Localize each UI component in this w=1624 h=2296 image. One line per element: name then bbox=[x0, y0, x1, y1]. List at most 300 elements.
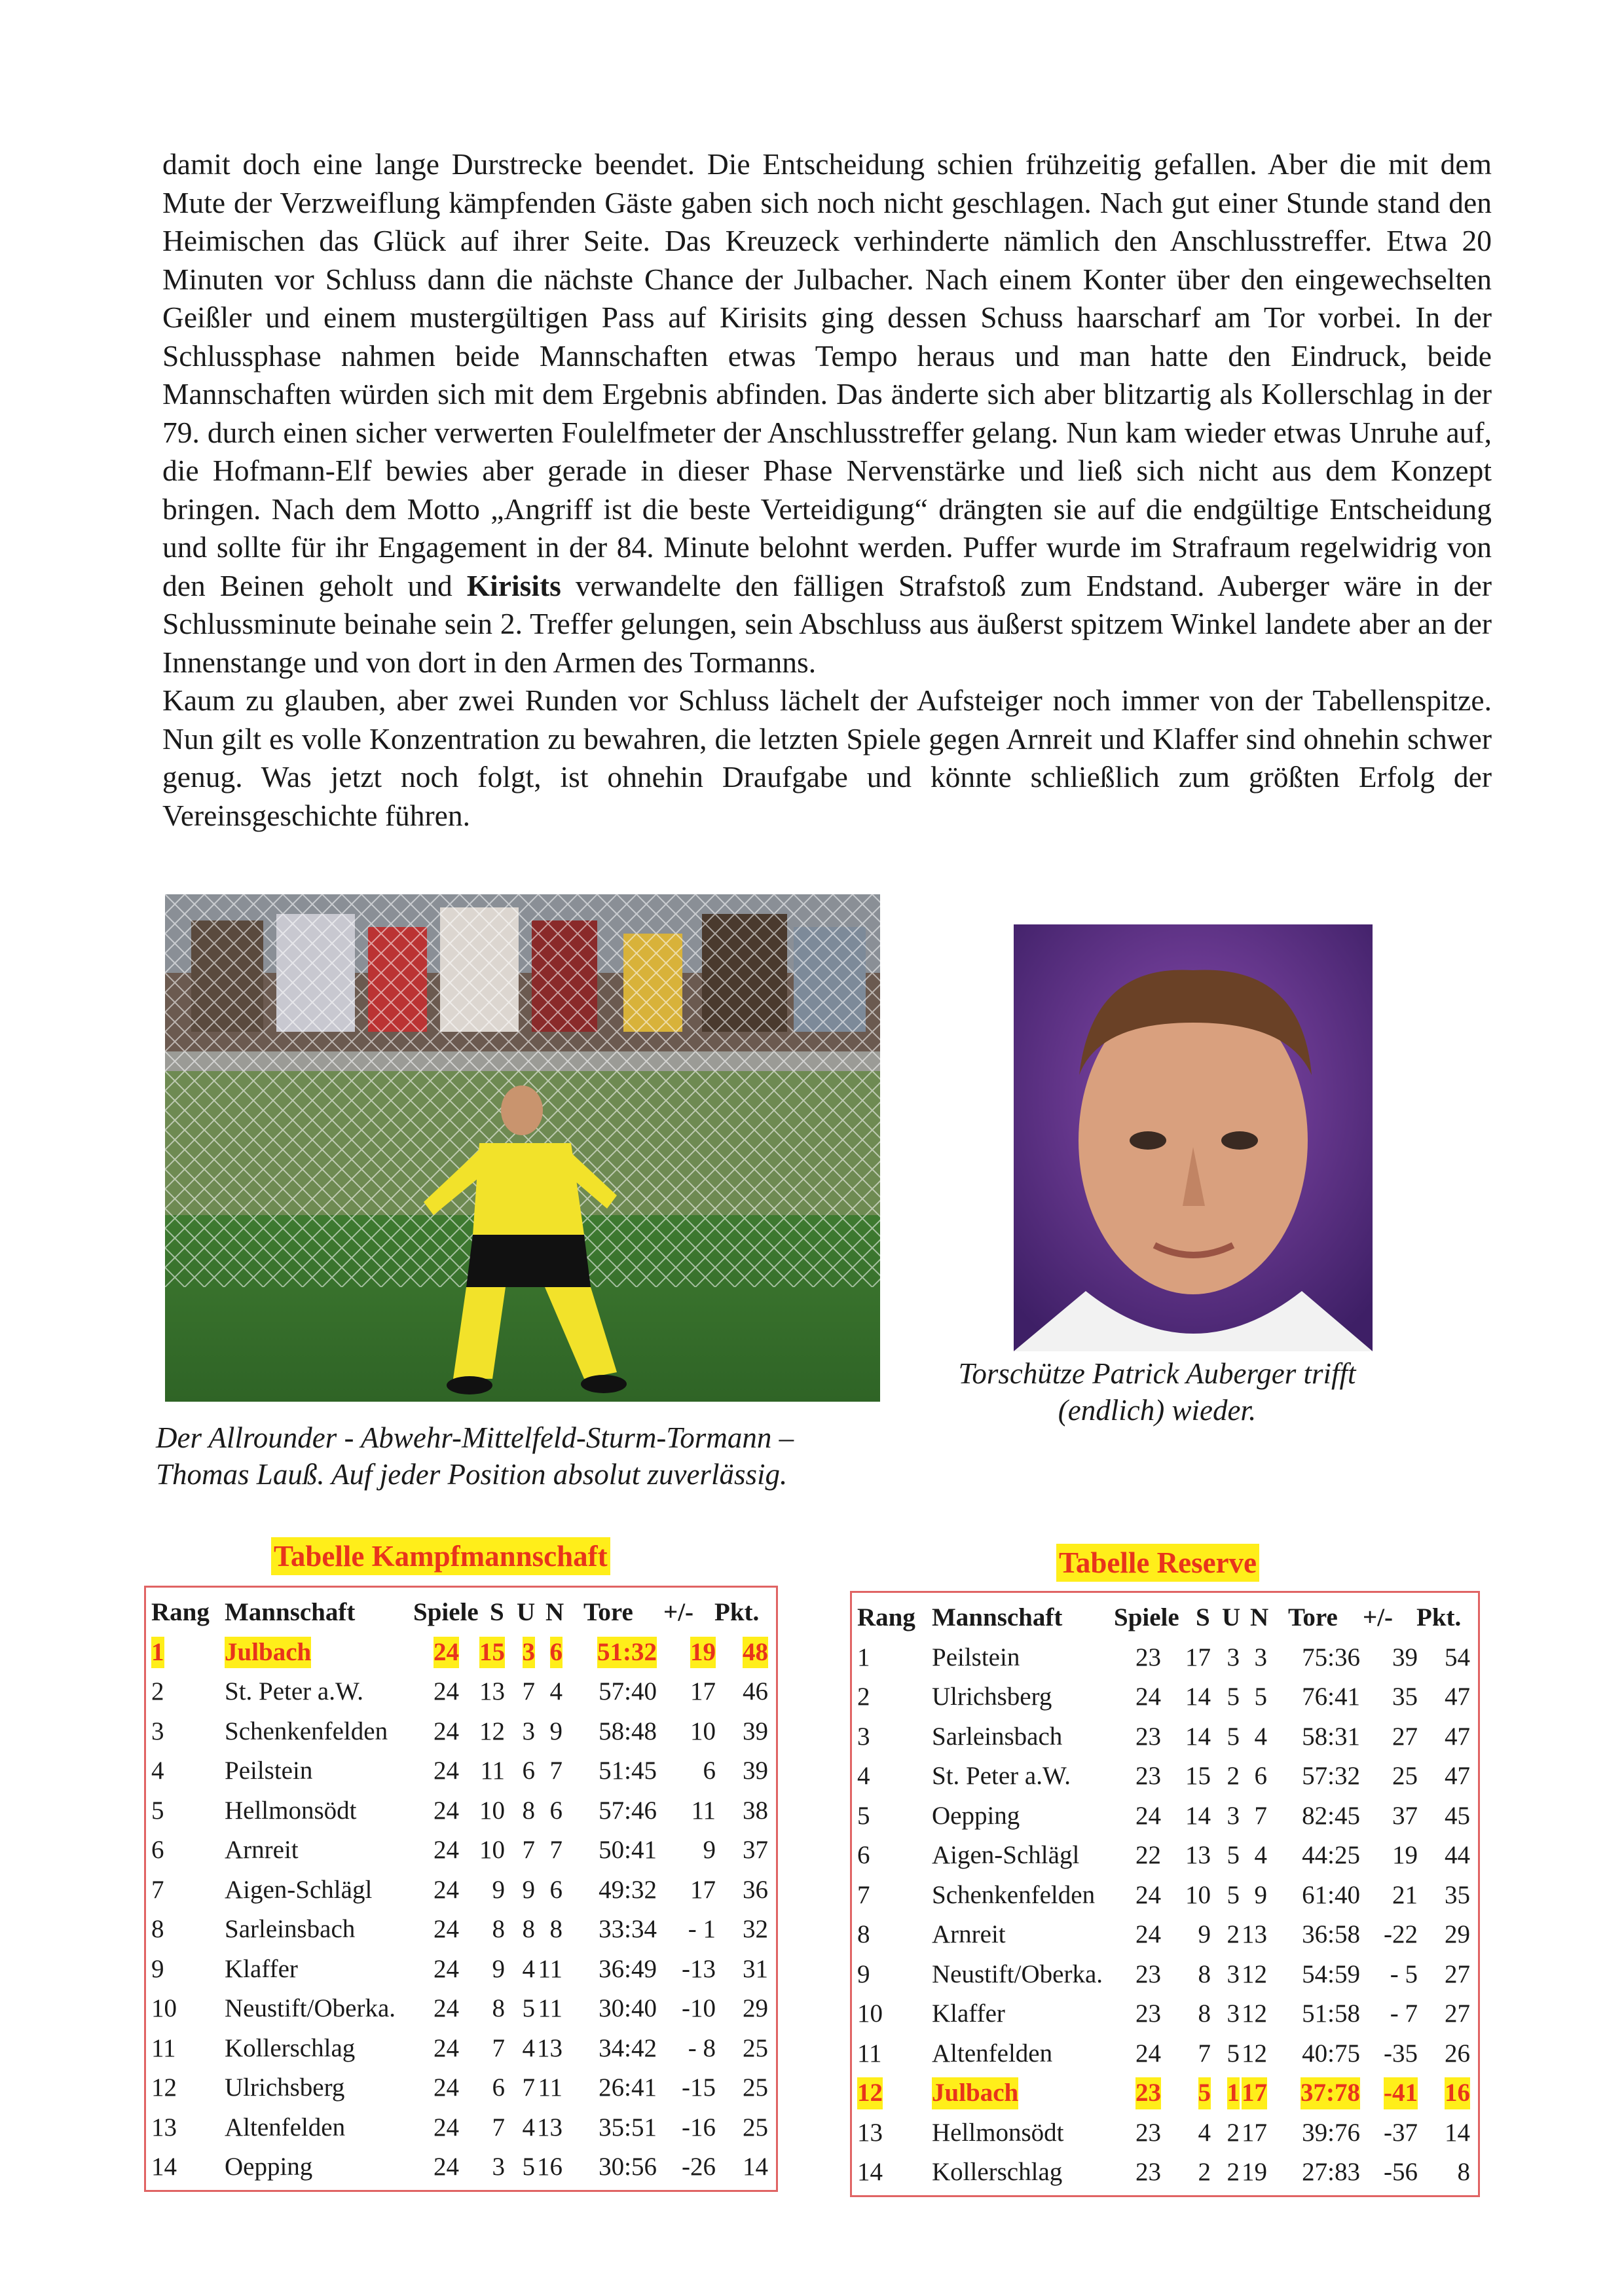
article-player-name: Kirisits bbox=[466, 568, 561, 602]
cell-s: 10 bbox=[479, 1796, 505, 1825]
cell-u: 6 bbox=[522, 1757, 535, 1785]
cell-mannschaft: Hellmonsödt bbox=[932, 2118, 1064, 2147]
cell-rang: 8 bbox=[857, 1920, 870, 1948]
cell-tore: 57:32 bbox=[1302, 1762, 1360, 1790]
cell-n: 6 bbox=[549, 1796, 563, 1825]
cell-spiele: 24 bbox=[1135, 1880, 1161, 1909]
cell-mannschaft: Neustift/Oberka. bbox=[932, 1959, 1103, 1988]
cell-mannschaft: Klaffer bbox=[225, 1954, 298, 1983]
cell-s: 7 bbox=[492, 2033, 505, 2062]
cell-tore: 33:34 bbox=[599, 1915, 657, 1943]
cell-pkt: 25 bbox=[743, 2073, 768, 2102]
cell-n: 11 bbox=[538, 1994, 563, 2022]
goalkeeper-caption-line2: Thomas Lauß. Auf jeder Position absolut zuverlässig. bbox=[156, 1458, 788, 1491]
cell-mannschaft: Julbach bbox=[225, 1633, 311, 1673]
cell-mannschaft: Arnreit bbox=[225, 1836, 299, 1864]
cell-spiele: 24 bbox=[434, 1954, 459, 1983]
cell-pkt: 44 bbox=[1445, 1841, 1470, 1869]
cell-spiele: 24 bbox=[434, 1717, 459, 1745]
table-row bbox=[146, 2147, 776, 2187]
cell-pkt: 37 bbox=[743, 1836, 768, 1864]
cell-s: 14 bbox=[1185, 1683, 1211, 1711]
article-text-1a: damit doch eine lange Durstrecke beendet. Die Entscheidung schien frühzeitig gefallen. Aber die mit dem Mute der Verzweiflung kämpfenden Gäste gaben sich noch nicht geschlagen. Nach gut einer Stunde stand den Heimischen das Glück auf ihrer Seite. Das Kreuzeck verhinderte nämlich den Anschlusstreffer. Etwa 20 Minuten vor Schluss dann die nächste Chance der Julbacher. Nach einem Konter über den eingewechselten Geißler und einem mustergültigen Pass auf Kirisits ging dessen Schuss haarscharf am Tor vorbei. In der Schlussphase nahmen beide Mannschaften etwas Tempo heraus und man hatte den Eindruck, beide Mannschaften würden sich mit dem Ergebnis abfinden. Das änderte sich aber blitzartig als Kollerschlag in der 79. durch einen sicher verwerten Foulelfmeter der Anschlusstreffer gelang. Nun kam wieder etwas Unruhe auf, die Hofmann-Elf bewies aber gerade in dieser Phase Nervenstärke und ließ sich nicht aus dem Konzept bringen. Nach dem Motto „Angriff ist die beste Verteidigung“ drängten sie auf die endgültige Entscheidung und sollte für ihr Engagement in der 84. Minute belohnt werden. Puffer wurde im Strafraum regelwidrig von den Beinen geholt und bbox=[162, 147, 1492, 602]
cell-spiele: 24 bbox=[1135, 1801, 1161, 1830]
cell-rang: 5 bbox=[857, 1801, 870, 1830]
header-s: S bbox=[490, 1598, 504, 1626]
cell-rang: 10 bbox=[857, 1999, 883, 2028]
cell-tore: 44:25 bbox=[1302, 1841, 1360, 1869]
cell-diff: - 8 bbox=[688, 2033, 716, 2062]
header-u: U bbox=[517, 1598, 536, 1626]
table-row bbox=[852, 1955, 1478, 1995]
cell-pkt: 39 bbox=[743, 1757, 768, 1785]
cell-mannschaft: Ulrichsberg bbox=[932, 1683, 1052, 1711]
cell-s: 3 bbox=[492, 2153, 505, 2181]
cell-u: 3 bbox=[1227, 1643, 1240, 1671]
cell-diff: 10 bbox=[690, 1717, 716, 1745]
cell-u: 3 bbox=[1227, 1999, 1240, 2028]
cell-tore: 51:58 bbox=[1302, 1999, 1360, 2028]
cell-pkt: 8 bbox=[1457, 2158, 1470, 2186]
table-row bbox=[852, 1994, 1478, 2034]
cell-rang: 11 bbox=[151, 2033, 176, 2062]
goalkeeper-caption bbox=[156, 1419, 915, 1493]
cell-s: 10 bbox=[479, 1836, 505, 1864]
cell-diff: 25 bbox=[1392, 1762, 1418, 1790]
cell-mannschaft: Oepping bbox=[225, 2153, 313, 2181]
cell-rang: 8 bbox=[151, 1915, 164, 1943]
cell-tore: 50:41 bbox=[599, 1836, 657, 1864]
cell-u: 3 bbox=[523, 1633, 536, 1673]
cell-u: 5 bbox=[1227, 1722, 1240, 1751]
cell-spiele: 24 bbox=[434, 1757, 459, 1785]
header-s: S bbox=[1196, 1603, 1210, 1631]
cell-u: 2 bbox=[1227, 2158, 1240, 2186]
header-n: N bbox=[1250, 1603, 1269, 1631]
cell-spiele: 23 bbox=[1135, 1959, 1161, 1988]
cell-s: 9 bbox=[492, 1875, 505, 1904]
cell-mannschaft: Kollerschlag bbox=[225, 2033, 356, 2062]
cell-s: 15 bbox=[479, 1633, 505, 1673]
cell-s: 5 bbox=[1198, 2073, 1211, 2113]
cell-u: 4 bbox=[522, 2113, 535, 2141]
cell-diff: -26 bbox=[682, 2153, 716, 2181]
cell-n: 13 bbox=[537, 2113, 563, 2141]
cell-diff: -37 bbox=[1384, 2118, 1418, 2147]
cell-mannschaft: Kollerschlag bbox=[932, 2158, 1063, 2186]
cell-diff: 17 bbox=[690, 1875, 716, 1904]
cell-rang: 14 bbox=[151, 2153, 177, 2181]
cell-mannschaft: Klaffer bbox=[932, 1999, 1005, 2028]
cell-pkt: 26 bbox=[1445, 2039, 1470, 2068]
cell-u: 8 bbox=[522, 1915, 535, 1943]
header-spiele: Spiele bbox=[1114, 1603, 1179, 1631]
cell-diff: -10 bbox=[682, 1994, 716, 2022]
table-row bbox=[852, 1638, 1478, 1678]
header-pkt: Pkt. bbox=[1416, 1603, 1462, 1631]
cell-mannschaft: St. Peter a.W. bbox=[932, 1762, 1071, 1790]
cell-n: 5 bbox=[1254, 1683, 1267, 1711]
cell-spiele: 23 bbox=[1135, 1999, 1161, 2028]
cell-n: 9 bbox=[549, 1717, 563, 1745]
cell-n: 12 bbox=[1242, 1959, 1267, 1988]
cell-n: 4 bbox=[1254, 1841, 1267, 1869]
cell-rang: 12 bbox=[857, 2073, 883, 2113]
table-row bbox=[146, 1672, 776, 1712]
cell-spiele: 24 bbox=[1135, 1683, 1161, 1711]
cell-n: 13 bbox=[1242, 1920, 1267, 1948]
cell-rang: 11 bbox=[857, 2039, 882, 2068]
cell-spiele: 23 bbox=[1135, 2118, 1161, 2147]
cell-pkt: 27 bbox=[1445, 1999, 1470, 2028]
cell-tore: 82:45 bbox=[1302, 1801, 1360, 1830]
table-row bbox=[852, 2073, 1478, 2113]
cell-n: 6 bbox=[550, 1633, 563, 1673]
kampf-table-title: Tabelle Kampfmannschaft bbox=[271, 1537, 610, 1575]
article-paragraph-1 bbox=[162, 145, 1492, 682]
cell-s: 9 bbox=[1198, 1920, 1211, 1948]
goalkeeper-caption-line1: Der Allrounder - Abwehr-Mittelfeld-Sturm-Tormann – bbox=[156, 1421, 794, 1454]
table-row bbox=[852, 1915, 1478, 1955]
cell-mannschaft: Peilstein bbox=[932, 1643, 1020, 1671]
table-row bbox=[146, 1910, 776, 1950]
cell-spiele: 23 bbox=[1135, 1762, 1161, 1790]
cell-s: 8 bbox=[1198, 1999, 1211, 2028]
cell-rang: 13 bbox=[857, 2118, 883, 2147]
cell-rang: 2 bbox=[857, 1683, 870, 1711]
table-row bbox=[146, 1791, 776, 1831]
table-row bbox=[852, 2034, 1478, 2074]
cell-n: 12 bbox=[1242, 2039, 1267, 2068]
cell-u: 7 bbox=[522, 2073, 535, 2102]
cell-s: 13 bbox=[479, 1677, 505, 1705]
cell-tore: 51:32 bbox=[597, 1633, 657, 1673]
cell-spiele: 24 bbox=[434, 1836, 459, 1864]
cell-tore: 61:40 bbox=[1302, 1880, 1360, 1909]
cell-diff: -41 bbox=[1384, 2073, 1418, 2113]
cell-diff: 19 bbox=[690, 1633, 716, 1673]
cell-pkt: 54 bbox=[1445, 1643, 1470, 1671]
cell-rang: 3 bbox=[857, 1722, 870, 1751]
cell-n: 3 bbox=[1254, 1643, 1267, 1671]
cell-tore: 30:40 bbox=[599, 1994, 657, 2022]
cell-u: 2 bbox=[1227, 2118, 1240, 2147]
cell-rang: 6 bbox=[151, 1836, 164, 1864]
cell-mannschaft: Oepping bbox=[932, 1801, 1020, 1830]
cell-pkt: 25 bbox=[743, 2033, 768, 2062]
cell-tore: 27:83 bbox=[1302, 2158, 1360, 2186]
cell-diff: -13 bbox=[682, 1954, 716, 1983]
cell-u: 9 bbox=[522, 1875, 535, 1904]
cell-pkt: 47 bbox=[1445, 1722, 1470, 1751]
table-row bbox=[146, 1831, 776, 1870]
table-row bbox=[852, 1757, 1478, 1796]
portrait-photo bbox=[1014, 924, 1373, 1351]
cell-rang: 1 bbox=[857, 1643, 870, 1671]
cell-u: 3 bbox=[1227, 1801, 1240, 1830]
table-row bbox=[146, 1989, 776, 2029]
cell-diff: -56 bbox=[1384, 2158, 1418, 2186]
cell-n: 7 bbox=[549, 1836, 563, 1864]
cell-pkt: 39 bbox=[743, 1717, 768, 1745]
cell-rang: 5 bbox=[151, 1796, 164, 1825]
cell-tore: 49:32 bbox=[599, 1875, 657, 1904]
cell-u: 1 bbox=[1227, 2073, 1240, 2113]
cell-spiele: 24 bbox=[434, 2073, 459, 2102]
cell-tore: 30:56 bbox=[599, 2153, 657, 2181]
cell-diff: 9 bbox=[703, 1836, 716, 1864]
cell-tore: 26:41 bbox=[599, 2073, 657, 2102]
cell-tore: 37:78 bbox=[1301, 2073, 1360, 2113]
table-row bbox=[146, 1712, 776, 1752]
header-mannschaft: Mannschaft bbox=[225, 1598, 356, 1626]
cell-spiele: 24 bbox=[434, 1875, 459, 1904]
cell-u: 4 bbox=[522, 1954, 535, 1983]
cell-u: 5 bbox=[522, 2153, 535, 2181]
cell-rang: 10 bbox=[151, 1994, 177, 2022]
cell-diff: -35 bbox=[1384, 2039, 1418, 2068]
cell-spiele: 24 bbox=[434, 1994, 459, 2022]
cell-spiele: 22 bbox=[1135, 1841, 1161, 1869]
cell-n: 19 bbox=[1242, 2158, 1267, 2186]
table-row bbox=[852, 1876, 1478, 1916]
cell-pkt: 31 bbox=[743, 1954, 768, 1983]
reserve-table-header bbox=[852, 1598, 1478, 1638]
cell-tore: 36:49 bbox=[599, 1954, 657, 1983]
cell-diff: - 7 bbox=[1390, 1999, 1418, 2028]
cell-u: 5 bbox=[522, 1994, 535, 2022]
cell-spiele: 24 bbox=[434, 2113, 459, 2141]
cell-s: 6 bbox=[492, 2073, 505, 2102]
cell-pkt: 47 bbox=[1445, 1683, 1470, 1711]
cell-mannschaft: Schenkenfelden bbox=[225, 1717, 388, 1745]
cell-n: 4 bbox=[549, 1677, 563, 1705]
cell-mannschaft: Sarleinsbach bbox=[932, 1722, 1063, 1751]
header-mannschaft: Mannschaft bbox=[932, 1603, 1063, 1631]
cell-pkt: 14 bbox=[1445, 2118, 1470, 2147]
cell-mannschaft: Altenfelden bbox=[932, 2039, 1053, 2068]
cell-tore: 51:45 bbox=[599, 1757, 657, 1785]
cell-mannschaft: Sarleinsbach bbox=[225, 1915, 356, 1943]
cell-pkt: 36 bbox=[743, 1875, 768, 1904]
cell-s: 7 bbox=[1198, 2039, 1211, 2068]
portrait-caption-line1: Torschütze Patrick Auberger trifft bbox=[958, 1357, 1356, 1390]
cell-spiele: 24 bbox=[434, 2033, 459, 2062]
cell-rang: 2 bbox=[151, 1677, 164, 1705]
goalkeeper-photo bbox=[165, 894, 880, 1402]
cell-mannschaft: Peilstein bbox=[225, 1757, 313, 1785]
cell-rang: 6 bbox=[857, 1841, 870, 1869]
cell-rang: 7 bbox=[151, 1875, 164, 1904]
header-n: N bbox=[545, 1598, 564, 1626]
cell-s: 8 bbox=[1198, 1959, 1211, 1988]
goalkeeper-image bbox=[165, 894, 880, 1402]
cell-n: 11 bbox=[538, 1954, 563, 1983]
cell-rang: 9 bbox=[151, 1954, 164, 1983]
cell-u: 4 bbox=[522, 2033, 535, 2062]
reserve-standings-table bbox=[850, 1591, 1480, 2197]
cell-mannschaft: Aigen-Schlägl bbox=[225, 1875, 373, 1904]
header-tore: Tore bbox=[1288, 1603, 1338, 1631]
cell-s: 17 bbox=[1185, 1643, 1211, 1671]
table-row bbox=[852, 2113, 1478, 2153]
cell-spiele: 24 bbox=[434, 1796, 459, 1825]
cell-pkt: 46 bbox=[743, 1677, 768, 1705]
cell-pkt: 48 bbox=[743, 1633, 768, 1673]
cell-pkt: 14 bbox=[743, 2153, 768, 2181]
cell-mannschaft: Schenkenfelden bbox=[932, 1880, 1096, 1909]
cell-u: 5 bbox=[1227, 1880, 1240, 1909]
cell-tore: 34:42 bbox=[599, 2033, 657, 2062]
cell-pkt: 29 bbox=[1445, 1920, 1470, 1948]
cell-mannschaft: Hellmonsödt bbox=[225, 1796, 357, 1825]
cell-mannschaft: Ulrichsberg bbox=[225, 2073, 345, 2102]
cell-u: 5 bbox=[1227, 1841, 1240, 1869]
cell-diff: 6 bbox=[703, 1757, 716, 1785]
cell-tore: 36:58 bbox=[1302, 1920, 1360, 1948]
cell-rang: 13 bbox=[151, 2113, 177, 2141]
cell-tore: 35:51 bbox=[599, 2113, 657, 2141]
cell-mannschaft: St. Peter a.W. bbox=[225, 1677, 363, 1705]
cell-n: 8 bbox=[549, 1915, 563, 1943]
article-text-1b: verwandelte den fälligen Strafstoß zum Endstand. Auberger wäre in der Schlussminute beinahe sein 2. Treffer gelungen, sein Abschluss aus äußerst spitzem Winkel landete aber an der Innenstange und von dort in den Armen des Tormanns. bbox=[162, 568, 1492, 679]
cell-s: 8 bbox=[492, 1915, 505, 1943]
table-row bbox=[852, 1836, 1478, 1876]
cell-spiele: 23 bbox=[1135, 2073, 1161, 2113]
cell-u: 3 bbox=[1227, 1959, 1240, 1988]
cell-rang: 14 bbox=[857, 2158, 883, 2186]
cell-s: 2 bbox=[1198, 2158, 1211, 2186]
cell-diff: 11 bbox=[691, 1796, 716, 1825]
reserve-table-title: Tabelle Reserve bbox=[1056, 1544, 1259, 1582]
cell-s: 13 bbox=[1185, 1841, 1211, 1869]
table-row bbox=[146, 1950, 776, 1990]
cell-spiele: 24 bbox=[1135, 2039, 1161, 2068]
cell-diff: -16 bbox=[682, 2113, 716, 2141]
cell-spiele: 23 bbox=[1135, 1722, 1161, 1751]
cell-diff: 21 bbox=[1392, 1880, 1418, 1909]
cell-s: 9 bbox=[492, 1954, 505, 1983]
cell-tore: 39:76 bbox=[1302, 2118, 1360, 2147]
cell-tore: 76:41 bbox=[1302, 1683, 1360, 1711]
cell-n: 16 bbox=[537, 2153, 563, 2181]
cell-rang: 3 bbox=[151, 1717, 164, 1745]
article-body bbox=[162, 145, 1492, 835]
cell-diff: 19 bbox=[1392, 1841, 1418, 1869]
cell-pkt: 35 bbox=[1445, 1880, 1470, 1909]
table-row bbox=[146, 1751, 776, 1791]
cell-s: 10 bbox=[1185, 1880, 1211, 1909]
cell-s: 12 bbox=[479, 1717, 505, 1745]
cell-tore: 58:31 bbox=[1302, 1722, 1360, 1751]
cell-diff: -15 bbox=[682, 2073, 716, 2102]
cell-diff: 35 bbox=[1392, 1683, 1418, 1711]
cell-pkt: 38 bbox=[743, 1796, 768, 1825]
cell-diff: 39 bbox=[1392, 1643, 1418, 1671]
cell-s: 4 bbox=[1198, 2118, 1211, 2147]
cell-u: 2 bbox=[1227, 1920, 1240, 1948]
cell-s: 14 bbox=[1185, 1722, 1211, 1751]
cell-u: 5 bbox=[1227, 1683, 1240, 1711]
header-tore: Tore bbox=[583, 1598, 633, 1626]
header-rang: Rang bbox=[151, 1598, 210, 1626]
cell-spiele: 24 bbox=[434, 1633, 459, 1673]
cell-pkt: 32 bbox=[743, 1915, 768, 1943]
cell-n: 4 bbox=[1254, 1722, 1267, 1751]
cell-rang: 1 bbox=[151, 1633, 164, 1673]
cell-diff: -22 bbox=[1384, 1920, 1418, 1948]
cell-pkt: 27 bbox=[1445, 1959, 1470, 1988]
cell-n: 11 bbox=[538, 2073, 563, 2102]
cell-s: 14 bbox=[1185, 1801, 1211, 1830]
cell-n: 13 bbox=[537, 2033, 563, 2062]
cell-s: 11 bbox=[480, 1757, 505, 1785]
cell-diff: - 5 bbox=[1390, 1959, 1418, 1988]
cell-n: 6 bbox=[549, 1875, 563, 1904]
cell-mannschaft: Julbach bbox=[932, 2073, 1018, 2113]
portrait-caption bbox=[898, 1355, 1416, 1429]
table-row bbox=[146, 1870, 776, 1910]
cell-mannschaft: Aigen-Schlägl bbox=[932, 1841, 1080, 1869]
header-diff: +/- bbox=[1363, 1603, 1393, 1631]
cell-spiele: 24 bbox=[434, 2153, 459, 2181]
header-spiele: Spiele bbox=[413, 1598, 479, 1626]
cell-tore: 57:46 bbox=[599, 1796, 657, 1825]
cell-mannschaft: Altenfelden bbox=[225, 2113, 346, 2141]
table-row bbox=[146, 1633, 776, 1673]
cell-tore: 40:75 bbox=[1302, 2039, 1360, 2068]
cell-spiele: 23 bbox=[1135, 2158, 1161, 2186]
header-u: U bbox=[1222, 1603, 1241, 1631]
cell-u: 2 bbox=[1227, 1762, 1240, 1790]
cell-tore: 54:59 bbox=[1302, 1959, 1360, 1988]
cell-pkt: 29 bbox=[743, 1994, 768, 2022]
cell-diff: 27 bbox=[1392, 1722, 1418, 1751]
cell-u: 3 bbox=[522, 1717, 535, 1745]
cell-u: 7 bbox=[522, 1836, 535, 1864]
cell-pkt: 25 bbox=[743, 2113, 768, 2141]
portrait-caption-line2: (endlich) wieder. bbox=[1058, 1394, 1257, 1427]
cell-spiele: 24 bbox=[1135, 1920, 1161, 1948]
table-row bbox=[852, 1796, 1478, 1836]
cell-s: 8 bbox=[492, 1994, 505, 2022]
cell-mannschaft: Neustift/Oberka. bbox=[225, 1994, 396, 2022]
table-row bbox=[852, 1677, 1478, 1717]
table-row bbox=[146, 2029, 776, 2069]
cell-spiele: 24 bbox=[434, 1915, 459, 1943]
table-row bbox=[852, 1717, 1478, 1757]
cell-n: 9 bbox=[1254, 1880, 1267, 1909]
cell-n: 17 bbox=[1242, 2073, 1267, 2113]
cell-tore: 58:48 bbox=[599, 1717, 657, 1745]
table-row bbox=[146, 2108, 776, 2148]
cell-rang: 4 bbox=[857, 1762, 870, 1790]
cell-u: 5 bbox=[1227, 2039, 1240, 2068]
cell-mannschaft: Arnreit bbox=[932, 1920, 1006, 1948]
portrait-image bbox=[1014, 924, 1373, 1351]
cell-tore: 57:40 bbox=[599, 1677, 657, 1705]
cell-rang: 7 bbox=[857, 1880, 870, 1909]
cell-rang: 12 bbox=[151, 2073, 177, 2102]
cell-n: 17 bbox=[1242, 2118, 1267, 2147]
cell-diff: 17 bbox=[690, 1677, 716, 1705]
cell-pkt: 16 bbox=[1445, 2073, 1470, 2113]
cell-n: 7 bbox=[1254, 1801, 1267, 1830]
header-rang: Rang bbox=[857, 1603, 915, 1631]
cell-spiele: 23 bbox=[1135, 1643, 1161, 1671]
cell-tore: 75:36 bbox=[1302, 1643, 1360, 1671]
table-row bbox=[146, 2068, 776, 2108]
